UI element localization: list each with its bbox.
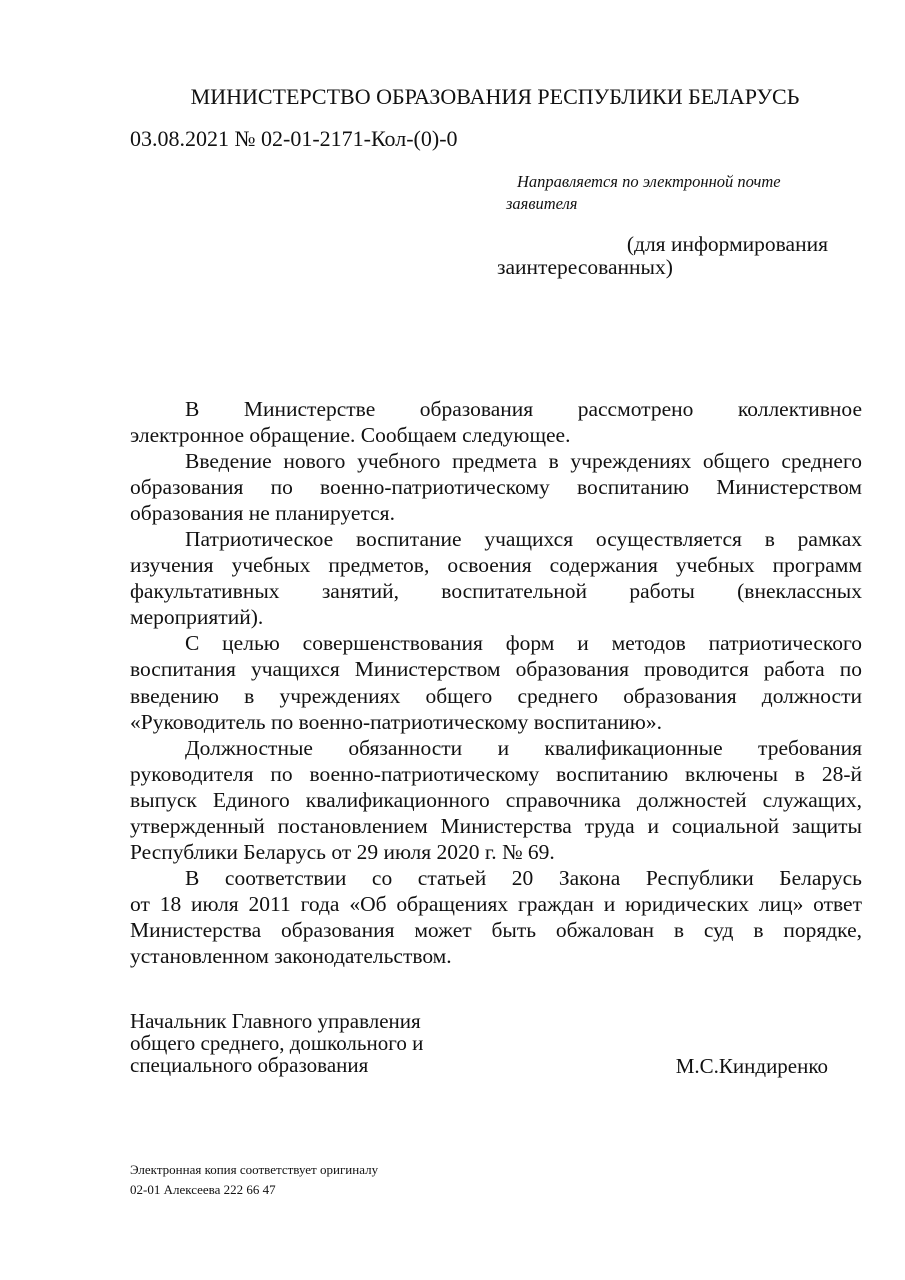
letter-body <box>130 396 862 969</box>
paragraph <box>130 448 862 526</box>
paragraph <box>130 735 862 865</box>
paragraph-line: Республики Беларусь от 29 июля 2020 г. № 69. <box>130 839 555 864</box>
delivery-note-line: Направляется по электронной почте <box>517 172 781 191</box>
paragraph <box>130 396 862 448</box>
paragraph <box>130 526 862 630</box>
paragraph-line: Введение нового учебного предмета в учреждениях общего среднего <box>185 449 862 474</box>
signatory-name: М.С.Киндиренко <box>675 1054 828 1078</box>
paragraph-line: от 18 июля 2011 года «Об обращениях граждан и юридических лиц» ответ <box>130 891 862 916</box>
paragraph-line: выпуск Единого квалификационного справочника должностей служащих, <box>130 787 862 812</box>
registration-number: 03.08.2021 № 02-01-2171-Кол-(0)-0 <box>130 126 458 151</box>
paragraph-line: воспитания учащихся Министерством образования проводится работа по <box>130 657 862 682</box>
paragraph-line: электронное обращение. Сообщаем следующее. <box>130 423 571 448</box>
executor-contact: 02-01 Алексеева 222 66 47 <box>130 1182 276 1197</box>
position-line: Начальник Главного управления <box>130 1009 421 1033</box>
paragraph-line: изучения учебных предметов, освоения содержания учебных программ <box>130 553 862 578</box>
paragraph-line: Патриотическое воспитание учащихся осуществляется в рамках <box>185 527 862 552</box>
paragraph-line: С целью совершенствования форм и методов патриотического <box>185 631 862 656</box>
signatory-position <box>130 1010 423 1076</box>
paragraph-line: введению в учреждениях общего среднего образования должности <box>130 683 862 708</box>
ministry-title: МИНИСТЕРСТВО ОБРАЗОВАНИЯ РЕСПУБЛИКИ БЕЛАРУСЬ <box>190 84 800 109</box>
paragraph-line: образования по военно-патриотическому воспитанию Министерством <box>130 475 862 500</box>
position-line: общего среднего, дошкольного и <box>130 1031 424 1055</box>
addressee-line: заинтересованных) <box>497 255 673 279</box>
paragraph-line: Министерства образования может быть обжалован в суд в порядке, <box>130 917 862 942</box>
paragraph-line: факультативных занятий, воспитательной работы (внеклассных <box>130 579 862 604</box>
delivery-note-line: заявителя <box>506 194 578 213</box>
paragraph-line: В Министерстве образования рассмотрено коллективное <box>185 397 862 421</box>
paragraph-line: Должностные обязанности и квалификационные требования <box>185 735 862 760</box>
paragraph-line: руководителя по военно-патриотическому воспитанию включены в 28-й <box>130 761 862 786</box>
paragraph-line: установленном законодательством. <box>130 943 452 968</box>
addressee-line: (для информирования <box>626 232 828 256</box>
copy-note: Электронная копия соответствует оригиналу <box>130 1162 379 1177</box>
paragraph-line: утвержденный постановлением Министерства труда и социальной защиты <box>130 813 862 838</box>
paragraph-line: «Руководитель по военно-патриотическому воспитанию». <box>130 709 662 734</box>
position-line: специального образования <box>130 1053 369 1077</box>
paragraph-line: В соответствии со статьей 20 Закона Республики Беларусь <box>185 865 862 890</box>
paragraph-line: мероприятий). <box>130 605 264 630</box>
paragraph <box>130 630 862 734</box>
paragraph <box>130 865 862 969</box>
paragraph-line: образования не планируется. <box>130 501 395 526</box>
